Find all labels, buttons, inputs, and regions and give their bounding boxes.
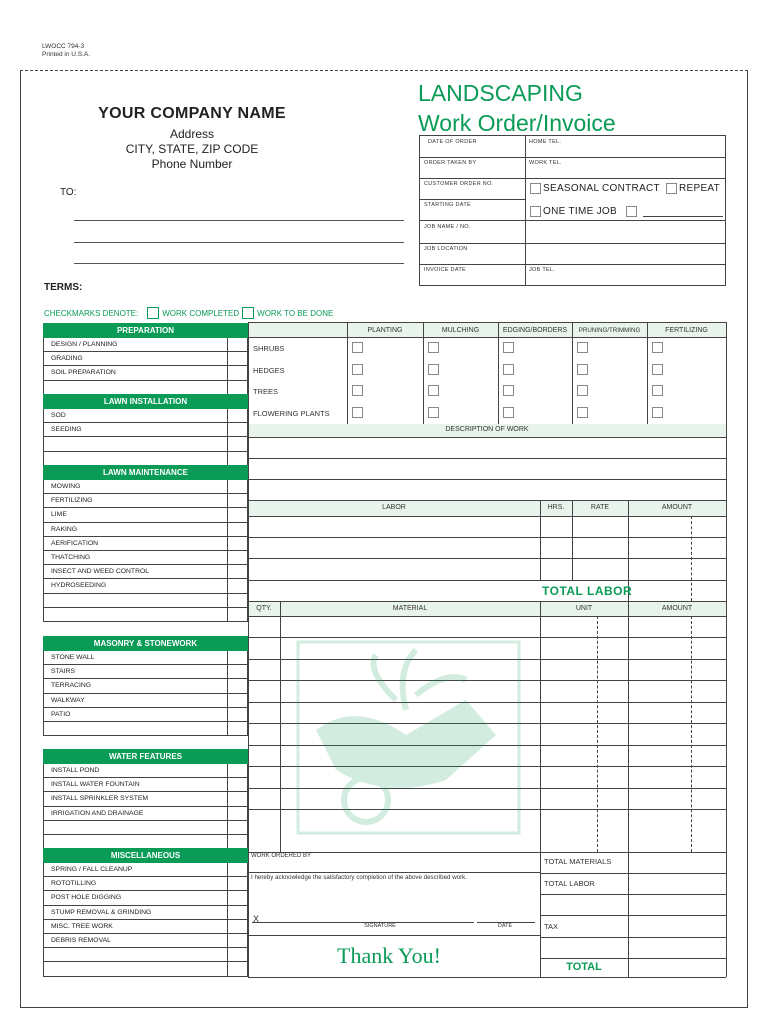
service-label: SPRING / FALL CLEANUP bbox=[51, 866, 133, 873]
service-label: POST HOLE DIGGING bbox=[51, 894, 122, 902]
grid-line bbox=[540, 500, 541, 580]
service-check-cell[interactable] bbox=[227, 863, 247, 876]
total-label: TOTAL bbox=[566, 961, 602, 973]
service-check-cell[interactable] bbox=[227, 523, 247, 536]
service-label: PATIO bbox=[51, 710, 71, 718]
service-label: RAKING bbox=[51, 525, 78, 533]
service-label: STUMP REMOVAL & GRINDING bbox=[51, 908, 152, 916]
service-check-cell[interactable] bbox=[227, 579, 247, 592]
total-materials-label: TOTAL MATERIALS bbox=[544, 857, 612, 866]
service-check-cell[interactable] bbox=[227, 778, 247, 791]
plant-checkbox[interactable] bbox=[352, 364, 363, 375]
service-row[interactable] bbox=[43, 651, 248, 665]
grid-line bbox=[248, 437, 726, 438]
service-row[interactable] bbox=[43, 565, 248, 579]
work-tel-label: WORK TEL. bbox=[529, 160, 562, 166]
service-label: STAIRS bbox=[51, 668, 76, 676]
repeat-label: REPEAT bbox=[679, 183, 721, 194]
service-label: AERIFICATION bbox=[51, 539, 99, 547]
service-check-cell[interactable] bbox=[227, 934, 247, 947]
one-time-job-label: ONE TIME JOB bbox=[543, 206, 617, 217]
service-row[interactable] bbox=[43, 523, 248, 537]
service-check-cell[interactable] bbox=[227, 608, 247, 621]
plant-col-header: PLANTING bbox=[367, 327, 403, 334]
plant-checkbox[interactable] bbox=[352, 407, 363, 418]
to-line-3[interactable] bbox=[74, 263, 404, 264]
terms-label: TERMS: bbox=[44, 282, 83, 293]
wheelbarrow-watermark-icon bbox=[296, 640, 521, 835]
service-row[interactable] bbox=[43, 694, 248, 708]
job-location-label: JOB LOCATION bbox=[424, 246, 468, 252]
tax-label: TAX bbox=[544, 922, 559, 931]
service-row[interactable] bbox=[43, 665, 248, 679]
plant-checkbox[interactable] bbox=[428, 364, 439, 375]
service-check-cell[interactable] bbox=[227, 891, 247, 904]
grid-line bbox=[248, 458, 726, 459]
service-label: IRRIGATION AND DRAINAGE bbox=[51, 809, 144, 817]
other-line[interactable] bbox=[643, 207, 723, 217]
service-check-cell[interactable] bbox=[227, 708, 247, 721]
work-to-be-done-label: WORK TO BE DONE bbox=[257, 308, 334, 318]
acknowledge-text: I hereby acknowledge the satisfactory completion of the above described work. bbox=[251, 874, 467, 881]
labor-header: LABOR bbox=[382, 504, 406, 511]
service-label: MOWING bbox=[51, 483, 81, 490]
service-row[interactable] bbox=[43, 423, 248, 437]
form-code-number: LWOCC 794-3 bbox=[42, 43, 85, 50]
section-header-lawn_maintenance: LAWN MAINTENANCE bbox=[43, 465, 248, 480]
info-rule bbox=[420, 157, 725, 158]
plant-row-label: HEDGES bbox=[253, 366, 285, 375]
plant-checkbox[interactable] bbox=[352, 385, 363, 396]
thank-you: Thank You! bbox=[337, 943, 441, 968]
plant-checkbox[interactable] bbox=[652, 364, 663, 375]
work-ordered-by-label: WORK ORDERED BY bbox=[251, 853, 312, 859]
grid-line bbox=[540, 601, 541, 977]
service-label: ROTOTILLING bbox=[51, 880, 97, 888]
description-header: DESCRIPTION OF WORK bbox=[445, 426, 529, 433]
plant-checkbox[interactable] bbox=[428, 385, 439, 396]
plant-checkbox[interactable] bbox=[652, 407, 663, 418]
invoice-date-label: INVOICE DATE bbox=[424, 267, 467, 273]
dashed-divider bbox=[597, 616, 598, 852]
service-row[interactable] bbox=[43, 551, 248, 565]
seasonal-contract-option[interactable] bbox=[530, 183, 660, 194]
service-row[interactable] bbox=[43, 409, 248, 423]
plant-checkbox[interactable] bbox=[577, 342, 588, 353]
service-row[interactable] bbox=[43, 338, 248, 352]
printed-in: Printed in U.S.A. bbox=[42, 51, 91, 58]
grid-line bbox=[248, 558, 726, 559]
hrs-header: HRS. bbox=[547, 504, 565, 511]
grid-line bbox=[540, 873, 726, 874]
service-label: GRADING bbox=[51, 355, 83, 363]
section-header-preparation: PREPARATION bbox=[43, 323, 248, 338]
to-label: TO: bbox=[60, 187, 77, 198]
rate-header: RATE bbox=[590, 504, 610, 511]
to-line-1[interactable] bbox=[74, 220, 404, 221]
title-landscaping: LANDSCAPING bbox=[418, 80, 583, 106]
service-row[interactable] bbox=[43, 764, 248, 778]
service-label: HYDROSEEDING bbox=[51, 582, 107, 590]
service-label: INSECT AND WEED CONTROL bbox=[51, 568, 150, 576]
date-label: DATE bbox=[497, 923, 513, 929]
grid-line bbox=[248, 516, 726, 517]
customer-order-no-label: CUSTOMER ORDER NO. bbox=[424, 181, 494, 187]
service-label: INSTALL POND bbox=[51, 767, 100, 774]
info-rule bbox=[420, 243, 725, 244]
to-line-2[interactable] bbox=[74, 242, 404, 243]
company-block bbox=[62, 105, 322, 172]
service-row[interactable] bbox=[43, 708, 248, 722]
section-header-masonry: MASONRY & STONEWORK bbox=[43, 636, 248, 651]
section-header-water: WATER FEATURES bbox=[43, 749, 248, 764]
service-check-cell[interactable] bbox=[227, 962, 247, 975]
qty-header: QTY. bbox=[256, 605, 272, 612]
info-divider bbox=[525, 136, 526, 265]
service-row[interactable] bbox=[43, 792, 248, 806]
other-checkbox[interactable] bbox=[626, 206, 637, 217]
repeat-checkbox[interactable] bbox=[666, 183, 677, 194]
plant-col-header: MULCHING bbox=[441, 327, 480, 334]
service-label: MISC. TREE WORK bbox=[51, 922, 113, 930]
blank-service-row[interactable] bbox=[43, 437, 248, 451]
total-labor-summary-label: TOTAL LABOR bbox=[544, 879, 595, 888]
plant-checkbox[interactable] bbox=[428, 342, 439, 353]
info-rule bbox=[420, 199, 526, 200]
one-time-job-checkbox[interactable] bbox=[530, 206, 541, 217]
service-row[interactable] bbox=[43, 863, 248, 877]
starting-date-label: STARTING DATE bbox=[424, 202, 471, 208]
service-check-cell[interactable] bbox=[227, 594, 247, 607]
service-label: TERRACING bbox=[51, 682, 92, 690]
blank-service-row[interactable] bbox=[43, 948, 248, 962]
order-info-box bbox=[419, 135, 726, 286]
service-row[interactable] bbox=[43, 934, 248, 948]
service-check-cell[interactable] bbox=[227, 338, 247, 351]
section-header-lawn_installation: LAWN INSTALLATION bbox=[43, 394, 248, 409]
material-row-line bbox=[248, 637, 726, 638]
work-completed-label: WORK COMPLETED bbox=[162, 308, 240, 318]
service-row[interactable] bbox=[43, 579, 248, 593]
service-row[interactable] bbox=[43, 891, 248, 905]
title-work-order: Work Order/Invoice bbox=[418, 110, 616, 136]
grid-line bbox=[572, 500, 573, 580]
service-check-cell[interactable] bbox=[227, 423, 247, 436]
service-check-cell[interactable] bbox=[227, 792, 247, 805]
service-check-cell[interactable] bbox=[227, 764, 247, 777]
grid-line bbox=[540, 958, 726, 959]
service-label: INSTALL WATER FOUNTAIN bbox=[51, 781, 140, 789]
service-check-cell[interactable] bbox=[227, 821, 247, 834]
service-check-cell[interactable] bbox=[227, 452, 247, 465]
company-name: YOUR COMPANY NAME bbox=[98, 105, 286, 122]
plant-checkbox[interactable] bbox=[503, 407, 514, 418]
plant-checkbox[interactable] bbox=[577, 364, 588, 375]
company-phone: Phone Number bbox=[151, 157, 233, 171]
grid-line bbox=[540, 915, 726, 916]
other-option[interactable] bbox=[626, 206, 723, 217]
blank-service-row[interactable] bbox=[43, 594, 248, 608]
blank-service-row[interactable] bbox=[43, 608, 248, 622]
grid-line bbox=[248, 935, 540, 936]
service-label: INSTALL SPRINKLER SYSTEM bbox=[51, 795, 149, 803]
plant-col-header: PRUNING/TRIMMING bbox=[578, 327, 641, 334]
total-labor-label: TOTAL LABOR bbox=[542, 584, 633, 598]
grid-bottom bbox=[248, 977, 726, 978]
grid-line bbox=[248, 616, 726, 617]
service-check-cell[interactable] bbox=[227, 437, 247, 450]
service-check-cell[interactable] bbox=[227, 722, 247, 735]
service-check-cell[interactable] bbox=[227, 537, 247, 550]
service-check-cell[interactable] bbox=[227, 877, 247, 890]
service-row[interactable] bbox=[43, 679, 248, 693]
plant-checkbox[interactable] bbox=[652, 342, 663, 353]
seasonal-contract-checkbox[interactable] bbox=[530, 183, 541, 194]
info-divider-bottom bbox=[525, 264, 526, 286]
home-tel-label: HOME TEL. bbox=[529, 139, 562, 145]
work-completed-icon bbox=[147, 307, 159, 319]
service-check-cell[interactable] bbox=[227, 565, 247, 578]
grid-line bbox=[280, 601, 281, 852]
dashed-divider bbox=[691, 616, 692, 852]
service-check-cell[interactable] bbox=[227, 508, 247, 521]
service-row[interactable] bbox=[43, 508, 248, 522]
service-check-cell[interactable] bbox=[227, 835, 247, 848]
plant-checkbox[interactable] bbox=[577, 385, 588, 396]
service-check-cell[interactable] bbox=[227, 409, 247, 422]
service-check-cell[interactable] bbox=[227, 494, 247, 507]
work-to-be-done-icon bbox=[242, 307, 254, 319]
unit-header: UNIT bbox=[575, 605, 593, 612]
form-code bbox=[42, 43, 90, 59]
service-row[interactable] bbox=[43, 480, 248, 494]
blank-service-row[interactable] bbox=[43, 452, 248, 466]
plant-checkbox[interactable] bbox=[352, 342, 363, 353]
service-check-cell[interactable] bbox=[227, 551, 247, 564]
service-row[interactable] bbox=[43, 537, 248, 551]
grid-line bbox=[248, 337, 726, 338]
grid-line bbox=[248, 580, 726, 581]
service-check-cell[interactable] bbox=[227, 651, 247, 664]
plant-checkbox[interactable] bbox=[503, 342, 514, 353]
checkmarks-label: CHECKMARKS DENOTE: bbox=[44, 308, 139, 318]
grid-line bbox=[628, 601, 629, 977]
material-header: MATERIAL bbox=[392, 605, 428, 612]
order-taken-by-label: ORDER TAKEN BY bbox=[424, 160, 477, 166]
grid-line bbox=[248, 537, 726, 538]
service-row[interactable] bbox=[43, 352, 248, 366]
dashed-divider bbox=[691, 516, 692, 601]
repeat-option[interactable] bbox=[666, 183, 720, 194]
checkmarks-legend bbox=[44, 307, 333, 319]
signature-label: SIGNATURE bbox=[364, 923, 396, 929]
service-row[interactable] bbox=[43, 366, 248, 380]
plant-checkbox[interactable] bbox=[652, 385, 663, 396]
job-name-label: JOB NAME / NO. bbox=[424, 224, 471, 230]
service-check-cell[interactable] bbox=[227, 679, 247, 692]
service-label: STONE WALL bbox=[51, 654, 95, 661]
job-tel-label: JOB TEL. bbox=[529, 267, 556, 273]
plant-row-label: SHRUBS bbox=[253, 344, 285, 353]
seasonal-contract-label: SEASONAL CONTRACT bbox=[543, 183, 660, 194]
blank-service-row[interactable] bbox=[43, 821, 248, 835]
info-rule bbox=[420, 264, 725, 265]
service-row[interactable] bbox=[43, 807, 248, 821]
company-city: CITY, STATE, ZIP CODE bbox=[125, 142, 259, 156]
blank-service-row[interactable] bbox=[43, 722, 248, 736]
service-label: SOIL PREPARATION bbox=[51, 369, 116, 377]
service-row[interactable] bbox=[43, 920, 248, 934]
service-label: SOD bbox=[51, 412, 66, 419]
grid-line bbox=[248, 479, 726, 480]
service-row[interactable] bbox=[43, 877, 248, 891]
service-row[interactable] bbox=[43, 906, 248, 920]
service-check-cell[interactable] bbox=[227, 920, 247, 933]
date-of-order-label: DATE OF ORDER bbox=[428, 139, 477, 145]
grid-right bbox=[726, 322, 727, 977]
plant-col-header: EDGING/BORDERS bbox=[502, 327, 568, 334]
company-address: Address bbox=[169, 127, 215, 141]
plant-row-label: TREES bbox=[253, 387, 279, 396]
info-rule bbox=[420, 178, 725, 179]
service-check-cell[interactable] bbox=[227, 381, 247, 394]
service-check-cell[interactable] bbox=[227, 366, 247, 379]
plant-checkbox[interactable] bbox=[428, 407, 439, 418]
grid-left bbox=[248, 322, 249, 977]
service-row[interactable] bbox=[43, 778, 248, 792]
service-check-cell[interactable] bbox=[227, 694, 247, 707]
service-check-cell[interactable] bbox=[227, 352, 247, 365]
service-label: DESIGN / PLANNING bbox=[51, 341, 118, 348]
plant-col-header: FERTILIZING bbox=[665, 327, 708, 334]
info-rule bbox=[420, 220, 725, 221]
labor-amount-header: AMOUNT bbox=[661, 504, 693, 511]
material-amount-header: AMOUNT bbox=[661, 605, 693, 612]
plant-row-label: FLOWERING PLANTS bbox=[253, 409, 330, 418]
service-label: SEEDING bbox=[51, 426, 82, 434]
service-check-cell[interactable] bbox=[227, 906, 247, 919]
grid-line bbox=[540, 894, 726, 895]
service-check-cell[interactable] bbox=[227, 948, 247, 961]
blank-service-row[interactable] bbox=[43, 381, 248, 395]
service-label: DEBRIS REMOVAL bbox=[51, 937, 111, 944]
signature-x: X bbox=[253, 914, 260, 924]
service-label: LIME bbox=[51, 511, 67, 519]
service-check-cell[interactable] bbox=[227, 480, 247, 493]
one-time-job-option[interactable] bbox=[530, 206, 617, 217]
service-label: FERTILIZING bbox=[51, 497, 93, 505]
section-header-misc: MISCELLANEOUS bbox=[43, 848, 248, 863]
service-check-cell[interactable] bbox=[227, 807, 247, 820]
service-label: WALKWAY bbox=[51, 696, 85, 704]
grid-line bbox=[248, 872, 540, 873]
plant-checkbox[interactable] bbox=[577, 407, 588, 418]
plant-checkbox[interactable] bbox=[503, 364, 514, 375]
service-row[interactable] bbox=[43, 494, 248, 508]
service-label: THATCHING bbox=[51, 554, 91, 561]
blank-service-row[interactable] bbox=[43, 962, 248, 976]
service-check-cell[interactable] bbox=[227, 665, 247, 678]
grid-line bbox=[540, 937, 726, 938]
plant-checkbox[interactable] bbox=[503, 385, 514, 396]
